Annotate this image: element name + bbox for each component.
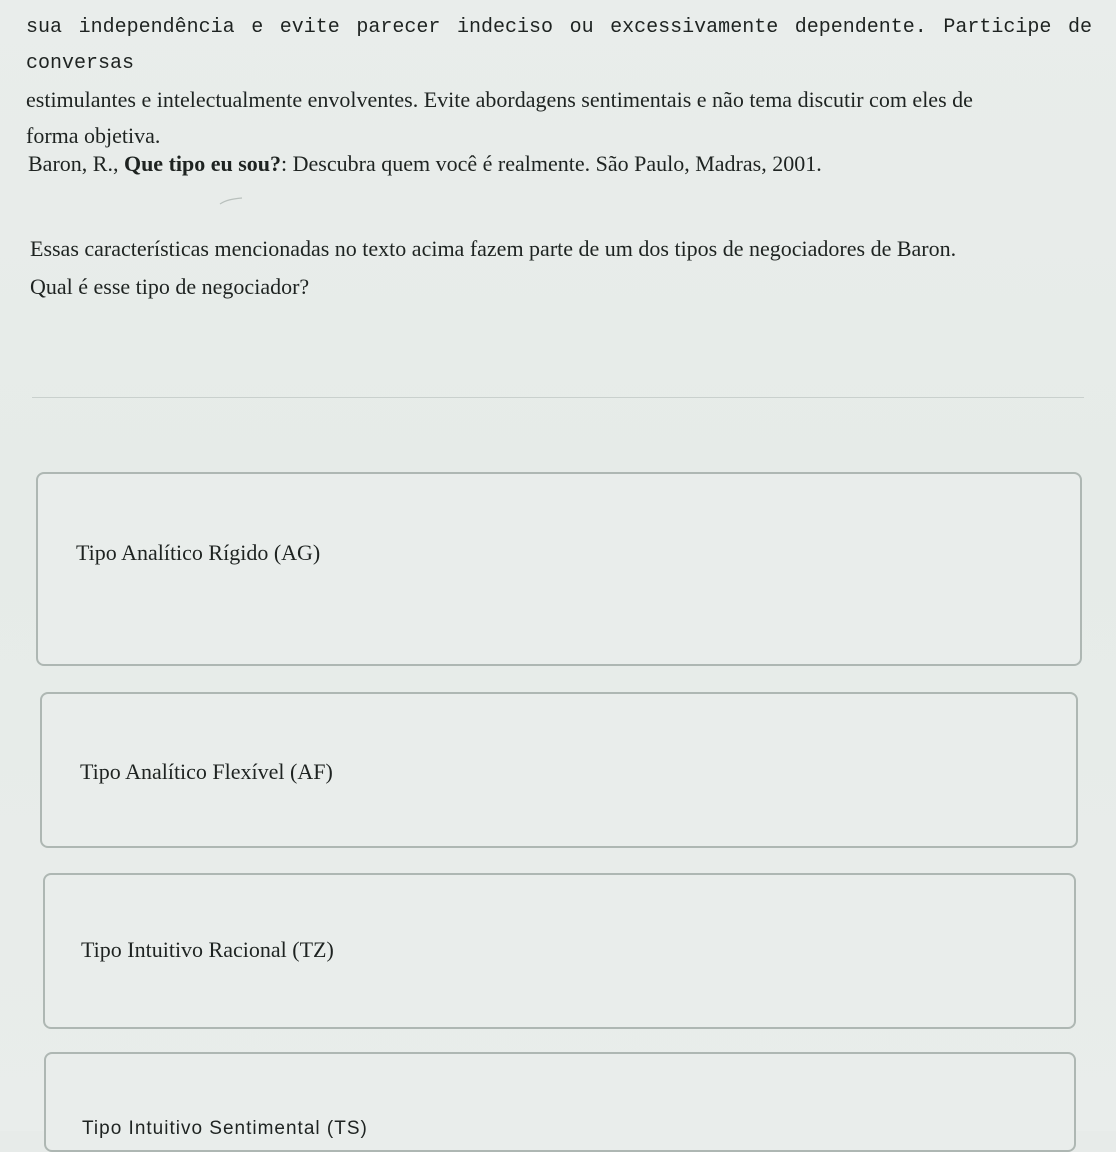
reference-citation [28,146,1088,182]
passage-line-2: estimulantes e intelectualmente envolventes. Evite abordagens sentimentais e não tema discutir com eles de [26,87,973,112]
question-line-1: Essas características mencionadas no texto acima fazem parte de um dos tipos de negociadores de Baron. [30,236,957,261]
pen-mark-decoration [218,196,244,206]
answer-option-ts[interactable] [44,1052,1076,1152]
answer-option-label: Tipo Analítico Flexível (AF) [80,759,333,784]
answer-option-af[interactable] [40,692,1078,848]
question-line-2: Qual é esse tipo de negociador? [30,274,310,299]
passage-line-3: forma objetiva. [26,123,161,148]
answer-option-label: Tipo Intuitivo Sentimental (TS) [82,1118,368,1139]
passage-text [26,10,1092,154]
reference-author: Baron, R., [28,151,124,176]
question-text [30,230,1080,306]
section-divider [32,397,1084,398]
answer-option-ag[interactable] [36,472,1082,666]
answer-option-label: Tipo Intuitivo Racional (TZ) [81,937,334,962]
reference-title: Que tipo eu sou? [123,151,282,176]
answer-option-tz[interactable] [43,873,1076,1029]
reference-details: : Descubra quem você é realmente. São Paulo, Madras, 2001. [281,151,822,176]
answer-option-label: Tipo Analítico Rígido (AG) [76,540,321,565]
passage-line-1: sua independência e evite parecer indeciso ou excessivamente dependente. Participe de conversas [26,16,1092,75]
